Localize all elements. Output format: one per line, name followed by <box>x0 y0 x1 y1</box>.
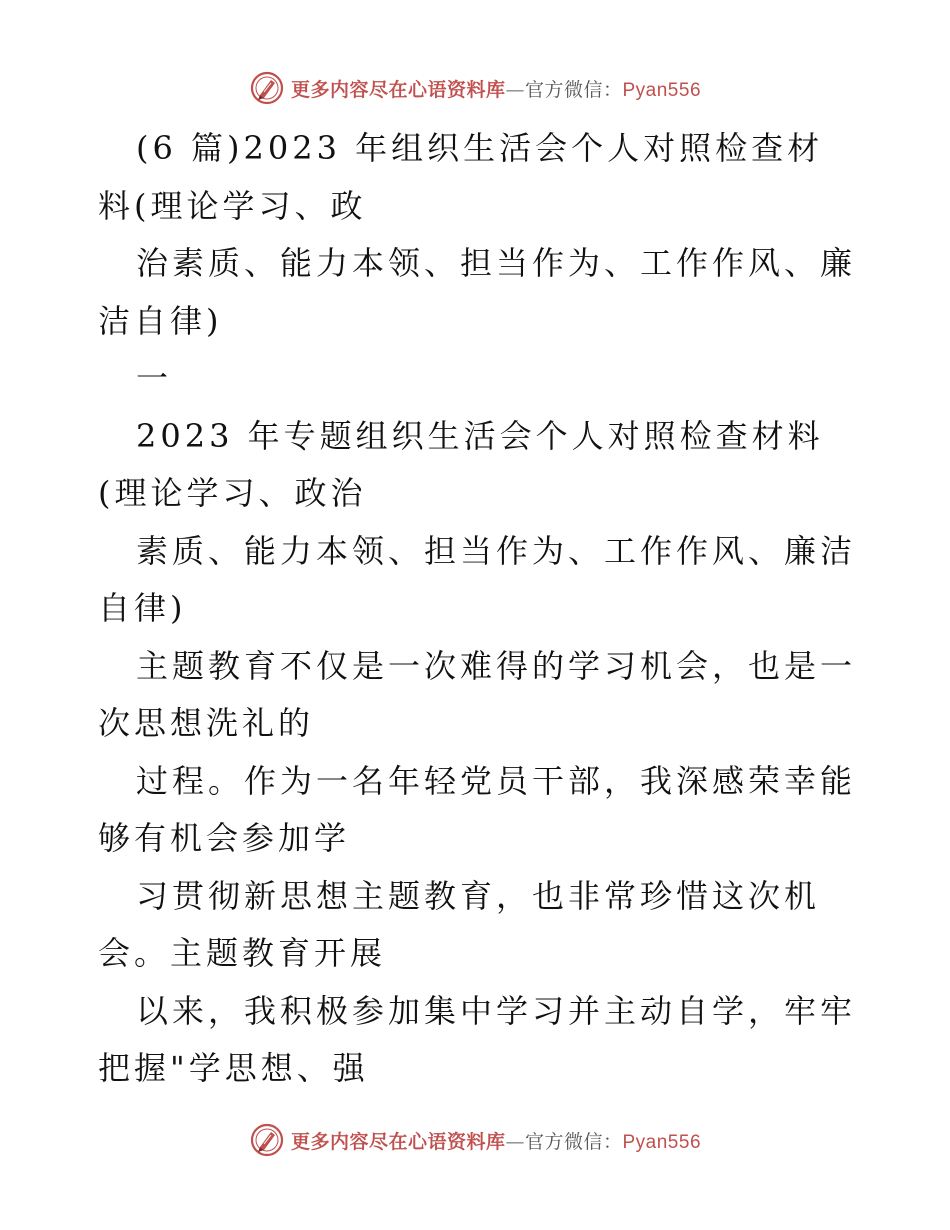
footer-wechat-id: Pyan556 <box>622 1131 702 1153</box>
paragraph-title: (6 篇)2023 年组织生活会个人对照检查材料(理论学习、政 <box>98 129 824 225</box>
header-separator: — <box>505 78 525 101</box>
footer-wechat-label: 官方微信： <box>524 1130 623 1153</box>
paragraph-body: 习贯彻新思想主题教育，也非常珍惜这次机会。主题教育开展 <box>98 876 821 972</box>
paragraph-body: 以来，我积极参加集中学习并主动自学，牢牢把握"学思想、强 <box>98 991 857 1087</box>
header-wechat-id: Pyan556 <box>622 79 702 101</box>
paragraph-title-cont: 治素质、能力本领、担当作为、工作作风、廉洁自律) <box>98 244 857 340</box>
footer-slogan: 更多内容尽在心语资料库 <box>290 1130 506 1153</box>
footer-separator: — <box>505 1130 525 1153</box>
pen-nib-logo-icon <box>249 1122 285 1158</box>
document-body <box>98 120 858 1098</box>
pen-nib-logo-icon <box>249 70 285 106</box>
page-footer <box>0 1118 950 1162</box>
header-watermark-text <box>291 75 701 102</box>
paragraph-subtitle-cont: 素质、能力本领、担当作为、工作作风、廉洁自律) <box>98 531 857 627</box>
paragraph-subtitle: 2023 年专题组织生活会个人对照检查材料(理论学习、政治 <box>98 416 824 512</box>
paragraph-body: 过程。作为一名年轻党员干部，我深感荣幸能够有机会参加学 <box>98 761 857 857</box>
header-wechat-label: 官方微信： <box>524 78 623 101</box>
paragraph-section-number: 一 <box>136 359 173 397</box>
header-slogan: 更多内容尽在心语资料库 <box>290 78 506 101</box>
footer-watermark-text <box>291 1127 701 1154</box>
page-header <box>0 66 950 110</box>
paragraph-body: 主题教育不仅是一次难得的学习机会，也是一次思想洗礼的 <box>98 646 857 742</box>
